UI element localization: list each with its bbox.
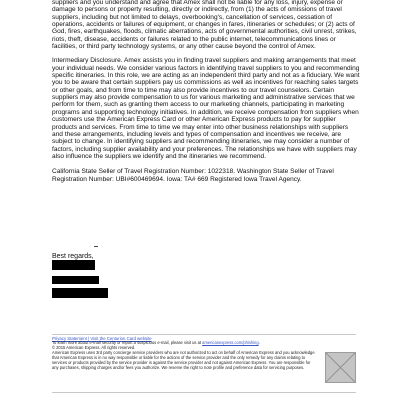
redacted-contact-block bbox=[52, 288, 108, 298]
image-placeholder-icon bbox=[325, 352, 356, 383]
copyright-notice: © 2015 American Express. All rights reserved. bbox=[52, 345, 136, 351]
concierge-disclaimer: American Express uses 3rd party concierge service providers who are not authorized to act on behalf of American Express and you acknowledge that American Express is in no way responsible or liable for the actions of the service provider and the only remedy for any claims relating to services or products provided by the service provider is against the service provider and not against American Express. You are responsible for any purchases, shipping charges and/or fees you authorize. We reserve the right to note profile and preference data for servicing purposes. bbox=[52, 350, 315, 370]
redacted-title-block bbox=[52, 276, 99, 284]
intermediary-disclosure-paragraph: Intermediary Disclosure. Amex assists you in finding travel suppliers and making arrangements that meet your individual needs. We consider various factors in identifying travel suppliers to you and recommending specific itineraries. In this role, we are acting as an independent third party and not as a fiduciary. We want you to be aware that certain suppliers pay us commissions as well as incentives for reaching sales targets or other goals, and from time to time may also provide incentives to our travel counselors. Certain suppliers may also provide compensation to us for various marketing and administrative services that we perform for them, such as granting them access to our marketing channels, participating in marketing programs and supporting technology initiatives. In addition, we receive compensation from suppliers when customers use the American Express Card or other American Express products to pay for supplier products and services. From time to time we may enter into other business relationships with suppliers and these arrangements, including levels and types of compensation and incentives we receive, are subject to change. In identifying suppliers and recommending itineraries, we may consider a number of factors, including supplier availability and your preferences. The relationships we have with suppliers may also influence the suppliers we identify and the itineraries we recommend. bbox=[52, 57, 360, 160]
stray-mark bbox=[94, 246, 98, 247]
phishing-link[interactable]: americanexpress.com/phishing bbox=[202, 340, 259, 346]
phishing-notice: To learn more about e-mail security or report a suspicious e-mail, please visit us at americanexpress.com/phishing. bbox=[52, 340, 260, 346]
link-separator: | bbox=[86, 336, 91, 341]
signoff-regards: Best regards, bbox=[52, 253, 94, 260]
centurion-website-link[interactable]: Visit the Centurion Card website bbox=[90, 336, 152, 341]
redacted-name-block bbox=[52, 260, 95, 270]
liability-paragraph: suppliers and you understand and agree that Amex shall not be liable for any loss, injury, expense or damage to persons or property resulting, directly or indirectly, from (1) the acts of omissions of travel suppliers, including but not limited to delays, overbooking's, cancellation of services, cessation of operations, accidents or failures of equipment, or changes in fares, itineraries or schedules; or (2) acts of God, fires, earthquakes, floods, climatic aberrations, acts of governmental authorities, civil unrest, strikes, riots, theft, disease, accidents or failures related to the public internet, telecommunications lines or facilities, or third party technology systems, or any other cause beyond the control of Amex. bbox=[52, 0, 357, 51]
privacy-statement-link[interactable]: Privacy Statement bbox=[52, 336, 87, 341]
email-footer bbox=[52, 334, 356, 393]
registration-paragraph: California State Seller of Travel Registration Number: 1022318. Washington State Seller of Travel Registration Number: UBI#600469694. Iowa: TA# 669 Registered Iowa Travel Agency. bbox=[52, 168, 334, 183]
